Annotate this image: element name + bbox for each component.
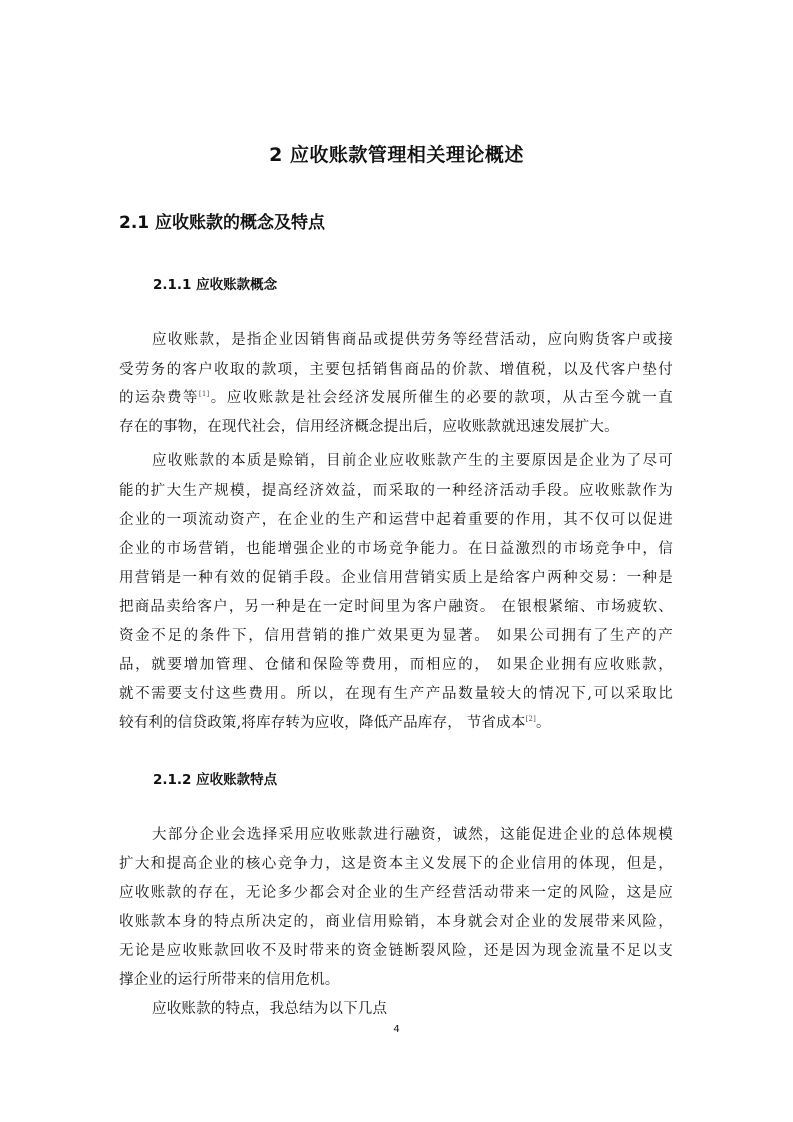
paragraph-line: 品，就要增加管理、仓储和保险等费用，而相应的， 如果企业拥有应收账款， bbox=[119, 657, 673, 673]
paragraph-line: 受劳务的客户收取的款项，主要包括销售商品的价款、增值税，以及代客户垫付 bbox=[119, 362, 673, 378]
paragraph-line: 就不需要支付这些费用。所以，在现有生产产品数量较大的情况下,可以采取比 bbox=[119, 686, 673, 702]
paragraph-line: 企业的市场营销，也能增强企业的市场竞争能力。在日益激烈的市场竞争中，信 bbox=[119, 541, 673, 557]
paragraph-line: 资金不足的条件下，信用营销的推广效果更为显著。 如果公司拥有了生产的产 bbox=[119, 628, 673, 644]
paragraph-line: 存在的事物，在现代社会，信用经济概念提出后，应收账款就迅速发展扩大。 bbox=[119, 419, 619, 435]
paragraph-line: 较有利的信贷政策,将库存转为应收，降低产品库存， 节省成本[2]。 bbox=[119, 715, 551, 731]
paragraph-line: 企业的一项流动资产，在企业的生产和运营中起着重要的作用，其不仅可以促进 bbox=[119, 512, 673, 528]
subsection-title-2: 2.1.2 应收账款特点 bbox=[153, 772, 278, 788]
paragraph-line: 把商品卖给客户，另一种是在一定时间里为客户融资。 在银根紧缩、市场疲软、 bbox=[119, 599, 673, 615]
paragraph-line: 能的扩大生产规模，提高经济效益，而采取的一种经济活动手段。应收账款作为 bbox=[119, 483, 673, 499]
section-title: 2.1 应收账款的概念及特点 bbox=[119, 213, 326, 233]
subsection-title-1: 2.1.1 应收账款概念 bbox=[153, 277, 278, 293]
citation-2[interactable]: [2] bbox=[525, 715, 537, 723]
page-number: 4 bbox=[393, 1024, 400, 1035]
paragraph-line: 无论是应收账款回收不及时带来的资金链断裂风险，还是因为现金流量不足以支 bbox=[119, 943, 673, 959]
chapter-title: 2 应收账款管理相关理论概述 bbox=[269, 144, 524, 166]
citation-1[interactable]: [1] bbox=[198, 390, 210, 398]
paragraph-line: 扩大和提高企业的核心竞争力，这是资本主义发展下的企业信用的体现，但是， bbox=[119, 856, 673, 872]
paragraph-line: 撑企业的运行所带来的信用危机。 bbox=[119, 972, 340, 988]
paragraph-line: 收账款本身的特点所决定的，商业信用赊销，本身就会对企业的发展带来风险， bbox=[119, 914, 673, 930]
paragraph-line: 的运杂费等[1]。应收账款是社会经济发展所催生的必要的款项，从古至今就一直 bbox=[119, 390, 673, 406]
paragraph-line: 应收账款，是指企业因销售商品或提供劳务等经营活动，应向购货客户或接 bbox=[152, 332, 673, 348]
paragraph-line: 应收账款的本质是赊销，目前企业应收账款产生的主要原因是企业为了尽可 bbox=[152, 453, 673, 469]
paragraph-line: 应收账款的特点，我总结为以下几点 bbox=[152, 1001, 388, 1017]
paragraph-line: 大部分企业会选择采用应收账款进行融资，诚然，这能促进企业的总体规模 bbox=[152, 827, 673, 843]
paragraph-line: 应收账款的存在，无论多少都会对企业的生产经营活动带来一定的风险，这是应 bbox=[119, 885, 673, 901]
paragraph-line: 用营销是一种有效的促销手段。企业信用营销实质上是给客户两种交易：一种是 bbox=[119, 570, 673, 586]
